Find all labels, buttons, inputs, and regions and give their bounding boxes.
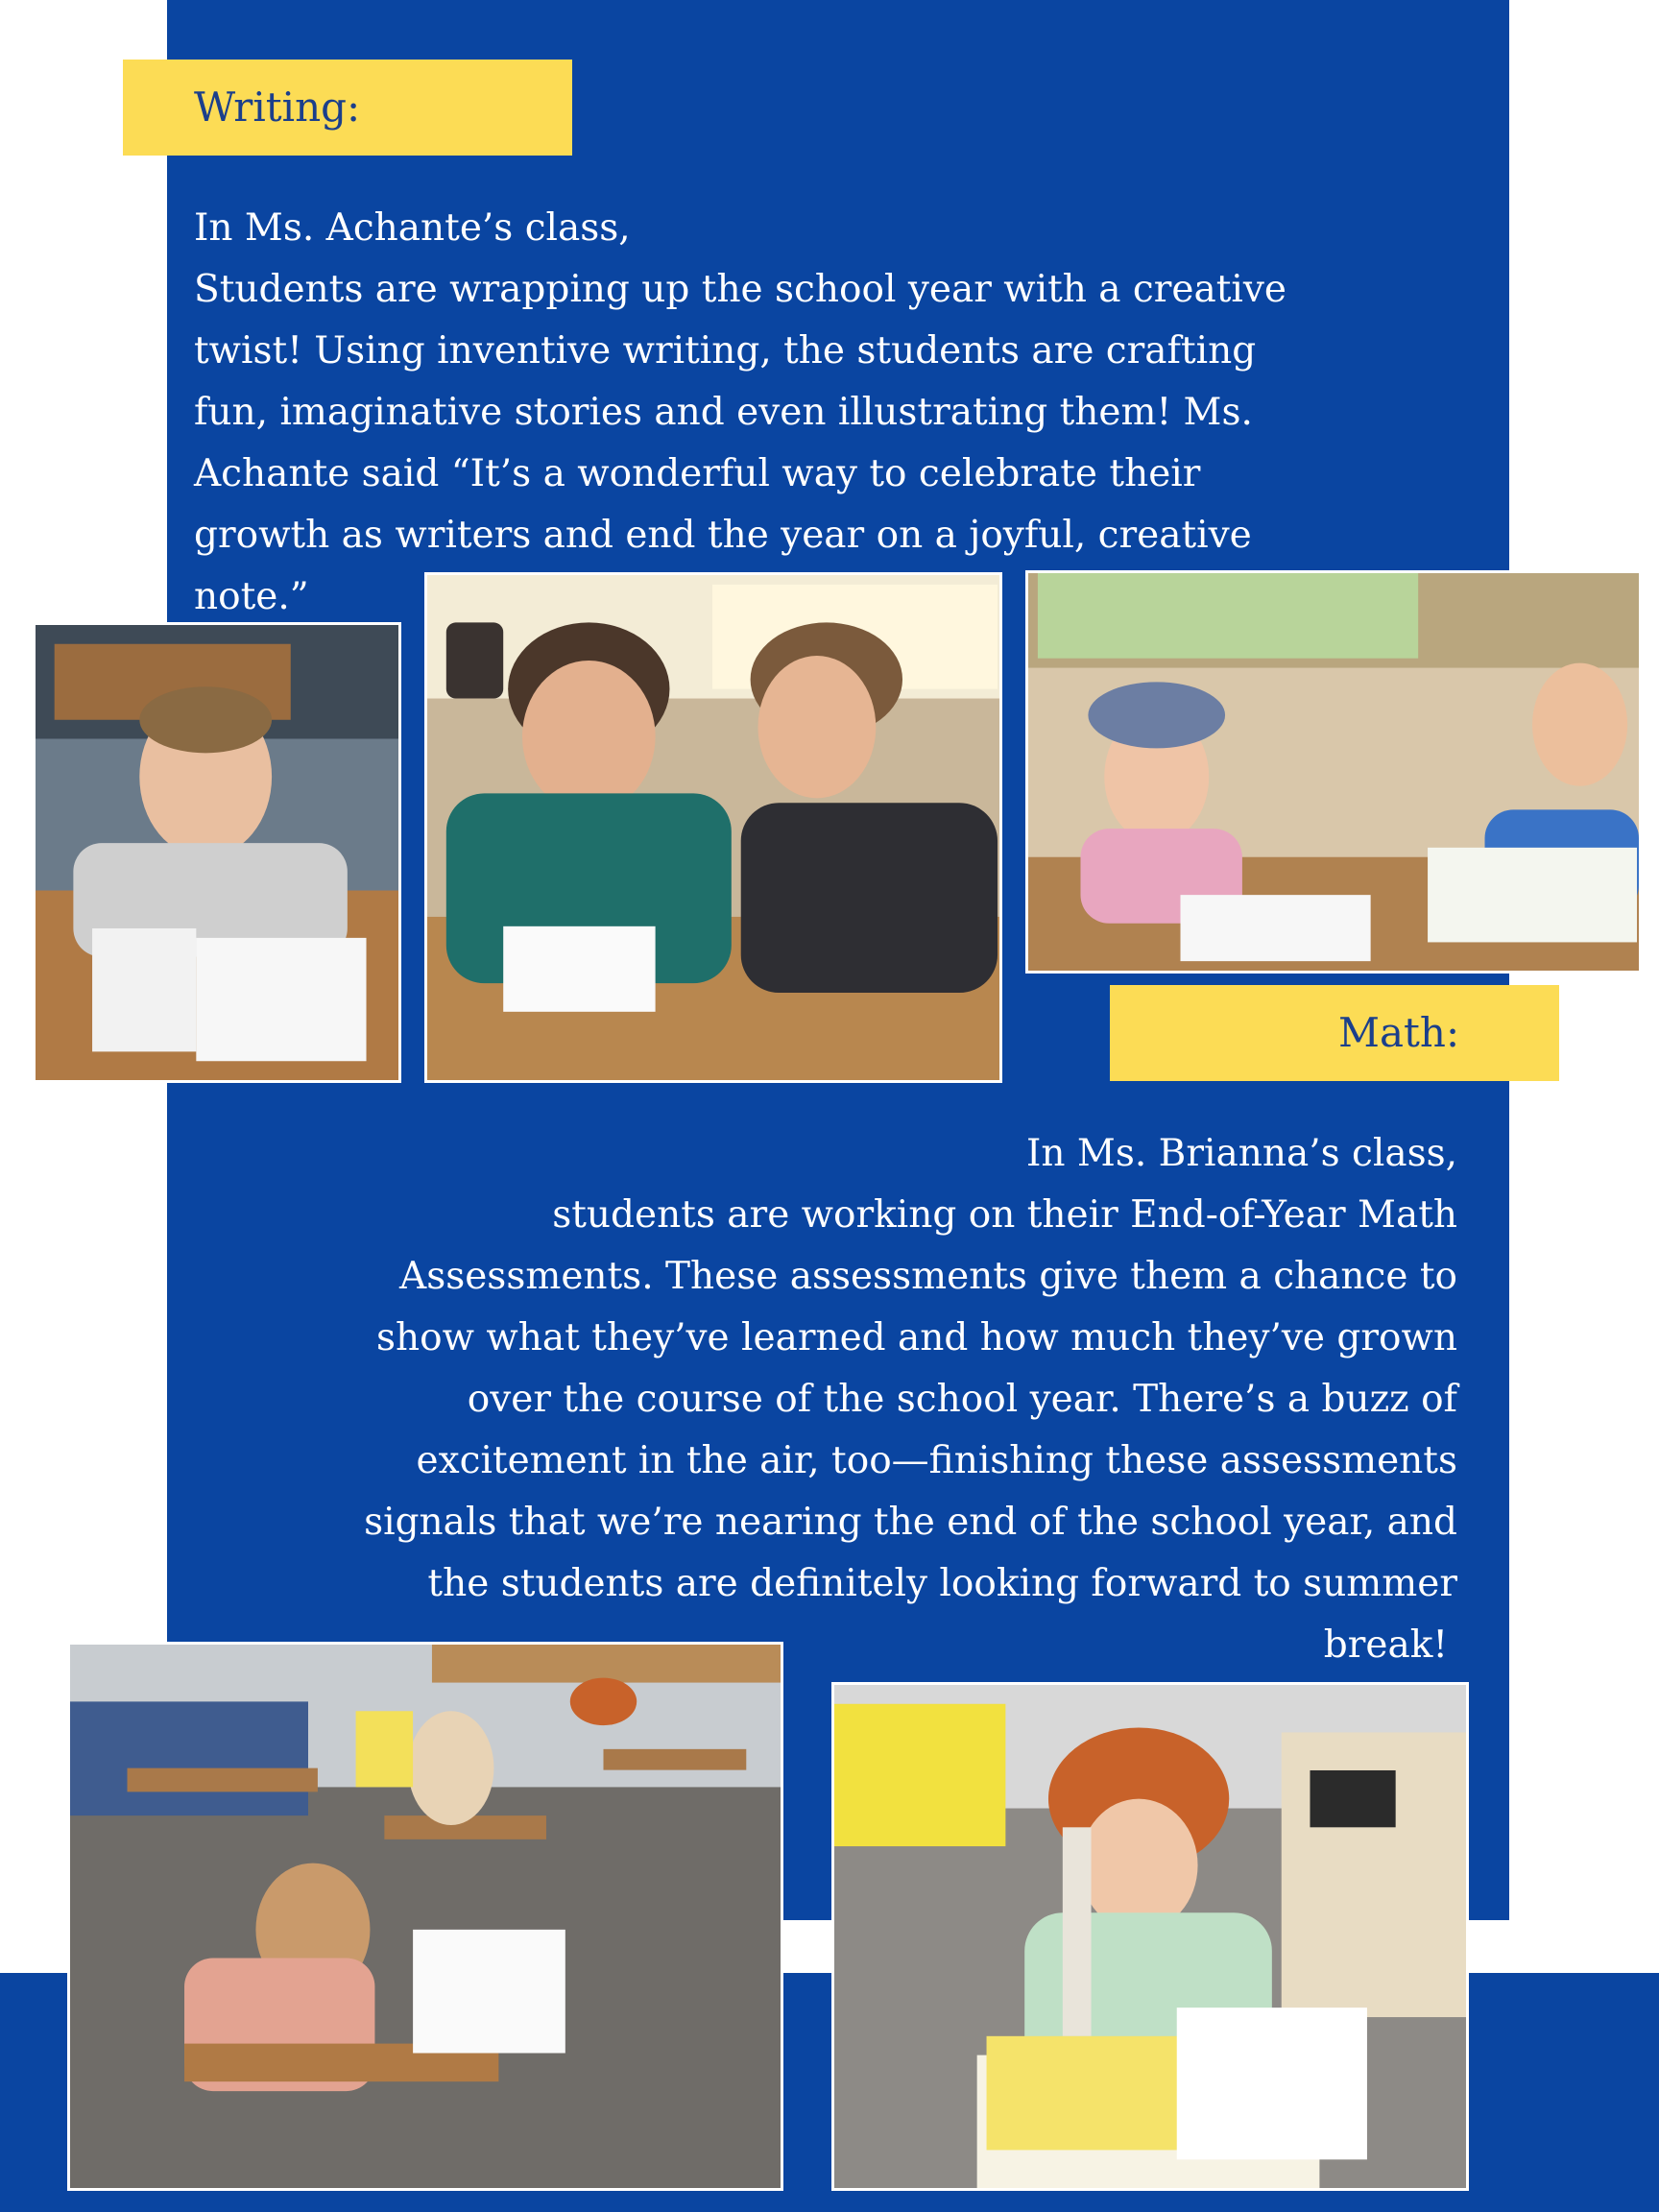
- writing-section-label: Writing:: [123, 60, 572, 156]
- writing-line: note.”: [194, 575, 309, 618]
- math-line: excitement in the air, too—finishing these assessments: [416, 1439, 1457, 1482]
- writing-paragraph: [194, 198, 1480, 628]
- writing-line: Achante said “It’s a wonderful way to celebrate their: [194, 452, 1201, 495]
- math-section-label: Math:: [1110, 985, 1559, 1081]
- writing-line: growth as writers and end the year on a joyful, creative: [194, 514, 1252, 557]
- math-line: over the course of the school year. There’s a buzz of: [467, 1378, 1457, 1421]
- photo-student-with-skeleton-model: [831, 1682, 1469, 2191]
- math-line: the students are definitely looking forward to summer: [427, 1562, 1457, 1605]
- math-paragraph: [113, 1123, 1457, 1676]
- photo-students-waving: [1025, 570, 1642, 974]
- math-line: Assessments. These assessments give them a chance to: [399, 1255, 1457, 1298]
- photo-two-boys-writing: [424, 572, 1002, 1083]
- math-line: break!: [1323, 1623, 1448, 1667]
- photo-classroom-assessment: [67, 1642, 783, 2191]
- writing-line: fun, imaginative stories and even illustrating them! Ms.: [194, 391, 1253, 434]
- writing-line: Students are wrapping up the school year with a creative: [194, 268, 1287, 311]
- photo-boy-smiling-at-desk: [33, 622, 401, 1083]
- math-line: signals that we’re nearing the end of the school year, and: [364, 1501, 1457, 1544]
- math-line: show what they’ve learned and how much they’ve grown: [376, 1316, 1457, 1359]
- math-intro: In Ms. Brianna’s class,: [1026, 1132, 1457, 1175]
- writing-line: twist! Using inventive writing, the students are crafting: [194, 329, 1257, 373]
- writing-intro: In Ms. Achante’s class,: [194, 206, 631, 250]
- math-line: students are working on their End-of-Year Math: [552, 1193, 1457, 1237]
